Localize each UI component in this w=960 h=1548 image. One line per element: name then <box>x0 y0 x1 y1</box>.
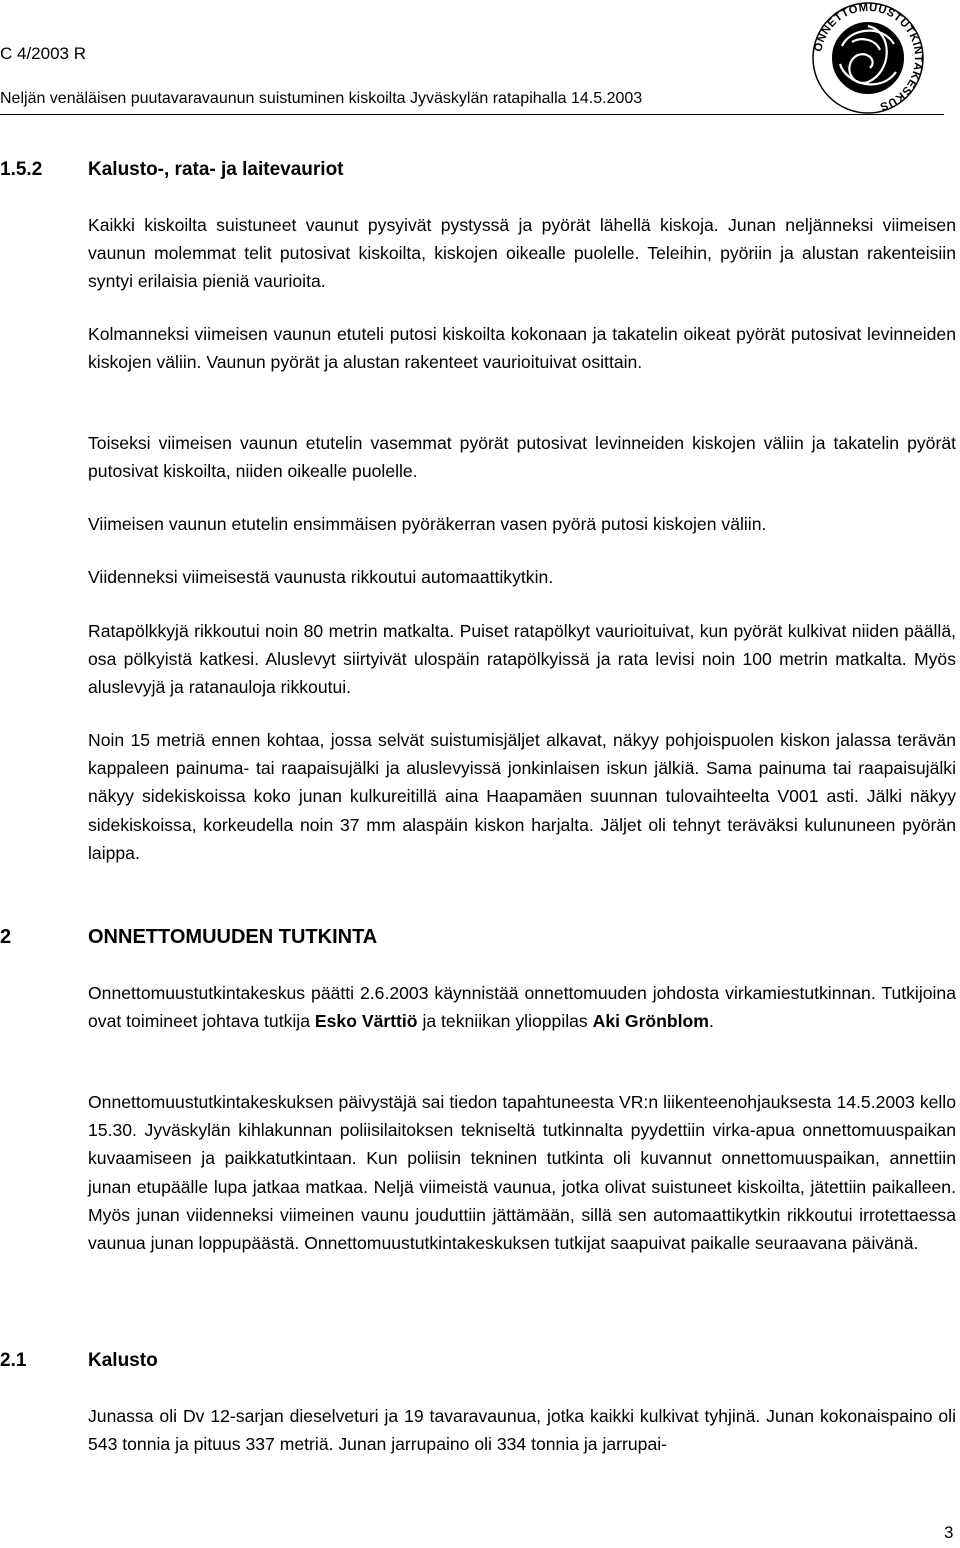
investigator-name: Esko Värttiö <box>314 1011 418 1032</box>
paragraph-sleepers: Ratapölkkyjä rikkoutui noin 80 metrin matkalta. Puiset ratapölkyt vaurioituivat, kun pyörät kulkivat niiden päällä, osa pölkyistä katkesi. Aluslevyt siirtyivät ulospäin ratapölkyissä ja rata levisi noin 100 metrin matkalta. Myös aluslevyjä ja ratanauloja rikkoutui. <box>88 621 956 698</box>
logo-ring-text: ONNETTOMUUSTUTKINTAKESKUS <box>812 2 924 113</box>
header-divider <box>0 114 944 115</box>
paragraph-last-wagon: Viimeisen vaunun etutelin ensimmäisen pyöräkerran vasen pyörä putosi kiskojen väliin. <box>88 514 767 534</box>
paragraph-second-last-wagon: Toiseksi viimeisen vaunun etutelin vasemmat pyörät putosivat levinneiden kiskojen väliin ja takatelin pyörät putosivat kiskoilta, niiden oikealle puolelle. <box>88 433 956 482</box>
paragraph-third-last-wagon: Kolmanneksi viimeisen vaunun etuteli putosi kiskoilta kokonaan ja takatelin oikeat pyörät putosivat levinneiden kiskojen väliin. Vaunun pyörät ja alustan rakenteet vaurioituivat osittain. <box>88 324 956 373</box>
section-number: 2 <box>0 926 12 948</box>
text-run: ja tekniikan ylioppilas <box>417 1011 593 1032</box>
page-number: 3 <box>944 1523 954 1542</box>
paragraph-damage-intro: Kaikki kiskoilta suistuneet vaunut pysyivät pystyssä ja pyörät lähellä kiskoja. Junan neljänneksi viimeisen vaunun molemmat telit putosivat kiskoilta, kiskojen oikealle puolelle. Teleihin, pyöriin ja alustan rakenteisiin syntyi erilaisia pieniä vaurioita. <box>88 215 956 292</box>
document-subtitle: Neljän venäläisen puutavaravaunun suistuminen kiskoilta Jyväskylän ratapihalla 14.5.2003 <box>0 90 643 107</box>
paragraph-notification: Onnettomuustutkintakeskuksen päivystäjä sai tiedon tapahtuneesta VR:n liikenteenohjauksesta 14.5.2003 kello 15.30. Jyväskylän kihlakunnan poliisilaitoksen tekniseltä tutkinnalta pyydettiin virka-apua onnettomuuspaikan kuvaamiseen ja paikkatutkintaan. Kun poliisin tekninen tutkinta oli kuvannut onnettomuuspaikan, annettiin junan etupäälle lupa jatkaa matkaa. Neljä viimeistä vaunua, jotka olivat suistuneet kiskoilta, jätettiin paikalleen. Myös junan viidenneksi viimeinen vaunu jouduttiin jättämään, sillä sen automaattikytkin rikkoutui irrotettaessa vaunua junan loppupäästä. Onnettomuustutkintakeskuksen tutkijat saapuivat paikalle seuraavana päivänä. <box>88 1092 956 1254</box>
paragraph-marks: Noin 15 metriä ennen kohtaa, jossa selvät suistumisjäljet alkavat, näkyy pohjoispuolen kiskon jalassa terävän kappaleen painuma- tai raapaisujälki ja aluslevyissä jonkinlaisen iskun jälkiä. Sama painuma tai raapaisujälki näkyy sidekiskoissa koko junan kulkureitillä aina Haapamäen suunnan tulovaihteelta V001 asti. Jälki näkyy sidekiskoissa, korkeudella noin 37 mm alaspäin kiskon harjalta. Jäljet oli tehnyt teräväksi kulununeen pyörän laippa. <box>88 730 956 863</box>
section-title: Kalusto <box>88 1350 158 1371</box>
paragraph-coupler: Viidenneksi viimeisestä vaunusta rikkoutui automaattikytkin. <box>88 567 554 587</box>
section-number: 2.1 <box>0 1350 27 1371</box>
section-title: Kalusto-, rata- ja laitevauriot <box>88 159 344 180</box>
document-code: C 4/2003 R <box>0 44 86 63</box>
investigator-name: Aki Grönblom <box>592 1011 709 1032</box>
onnettomuustutkintakeskus-logo-icon <box>812 2 924 114</box>
paragraph-investigation-start <box>88 979 956 1035</box>
text-run: Onnettomuustutkintakeskus päätti 2.6.2003 käynnistää onnettomuuden johdosta virkamiestutkinnan. Tutkijoina ovat toimineet johtava tutkija <box>88 983 956 1032</box>
section-title: ONNETTOMUUDEN TUTKINTA <box>88 926 378 948</box>
text-run: . <box>708 1011 714 1032</box>
paragraph-rolling-stock: Junassa oli Dv 12-sarjan dieselveturi ja 19 tavaravaunua, jotka kaikki kulkivat tyhjinä. Junan kokonaispaino oli 543 tonnia ja pituus 337 metriä. Junan jarrupaino oli 334 tonnia ja jarrupai- <box>88 1406 956 1455</box>
section-number: 1.5.2 <box>0 159 43 180</box>
